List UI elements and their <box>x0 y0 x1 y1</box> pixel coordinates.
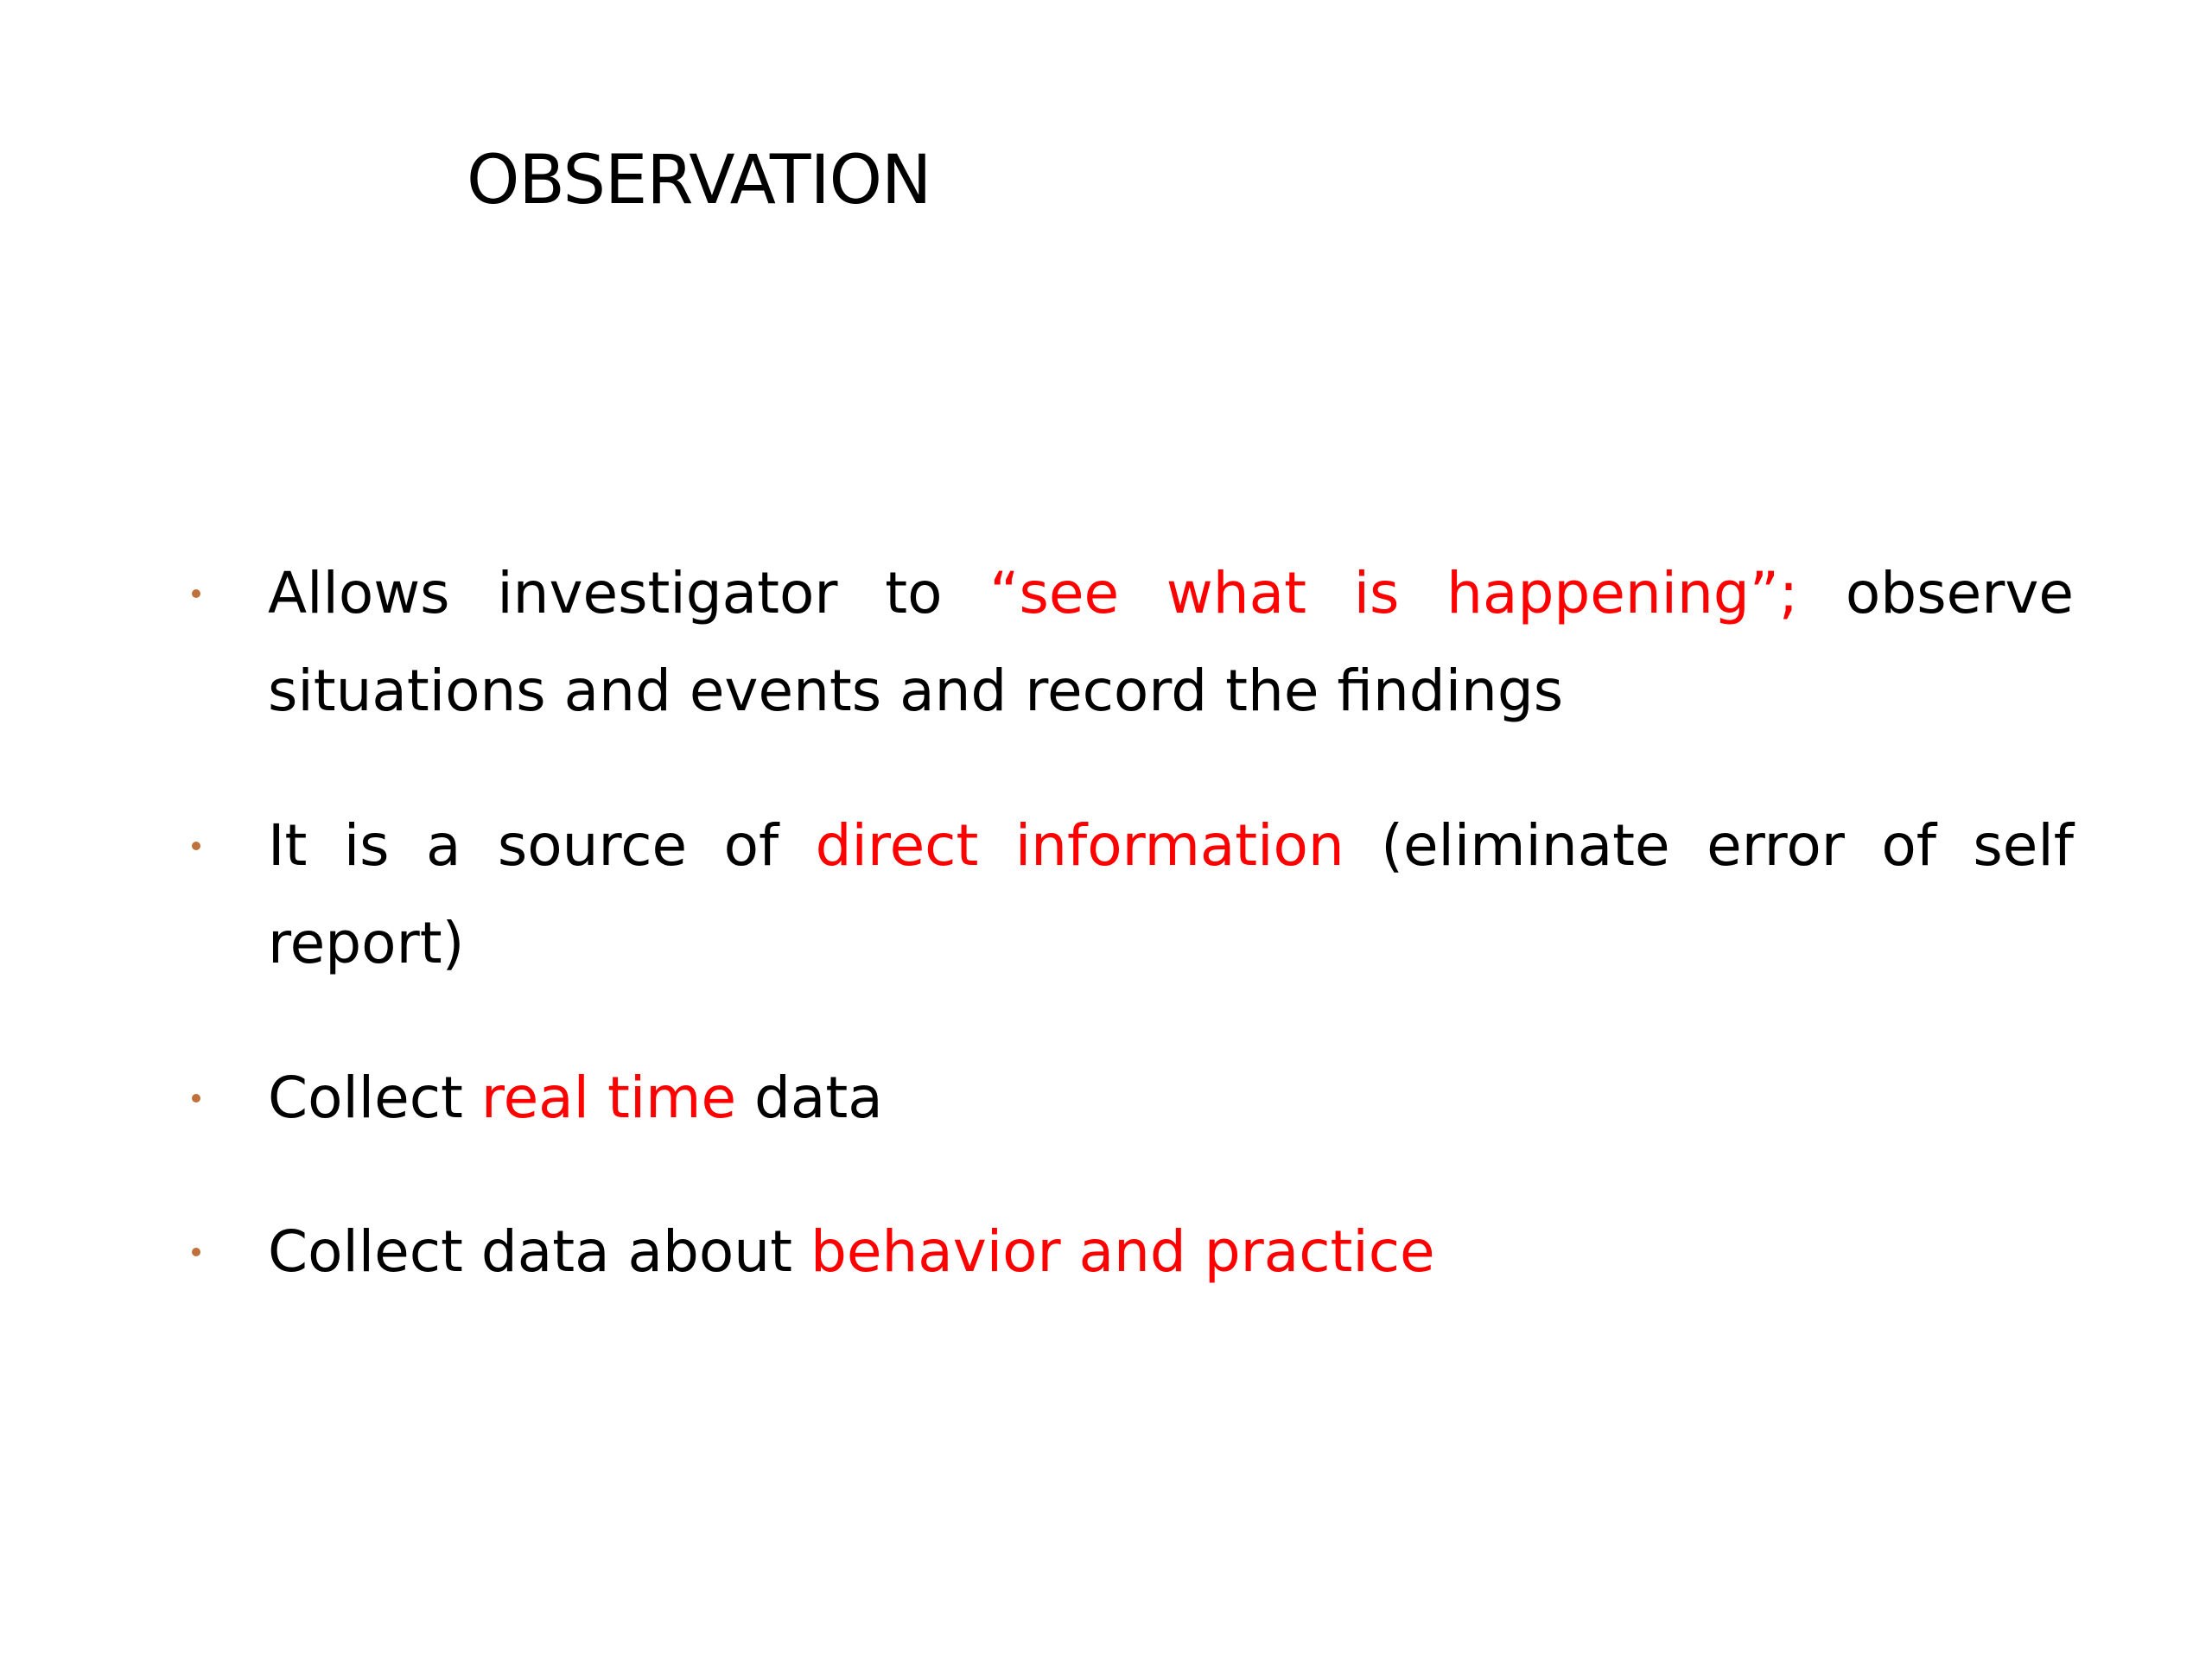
bullet-text-segment: It is a source of <box>268 812 816 879</box>
bullet-text-segment: Allows investigator to <box>268 560 990 626</box>
bullet-text <box>268 1049 2074 1147</box>
bullet-icon <box>192 1248 200 1256</box>
highlighted-phrase: real time <box>480 1065 737 1131</box>
highlighted-phrase: behavior and practice <box>810 1218 1435 1285</box>
bullet-text-segment: Collect <box>268 1065 481 1131</box>
highlighted-phrase: “see what is happening”; <box>989 560 1799 626</box>
bullet-text <box>268 1203 2074 1300</box>
bullet-text <box>268 544 2074 740</box>
bullet-text-segment: Collect data about <box>268 1218 810 1285</box>
bullet-text-segment: observe situations and events and record the findings <box>268 560 2074 724</box>
bullet-icon <box>192 1094 200 1103</box>
bullet-icon <box>192 842 200 850</box>
bullet-text-segment: data <box>736 1065 883 1131</box>
bullet-icon <box>192 589 200 598</box>
bullet-text-segment: (eliminate error of self report) <box>268 812 2074 976</box>
highlighted-phrase: direct information <box>815 812 1344 879</box>
bullet-text <box>268 797 2074 992</box>
slide-title: OBSERVATION <box>467 142 931 219</box>
